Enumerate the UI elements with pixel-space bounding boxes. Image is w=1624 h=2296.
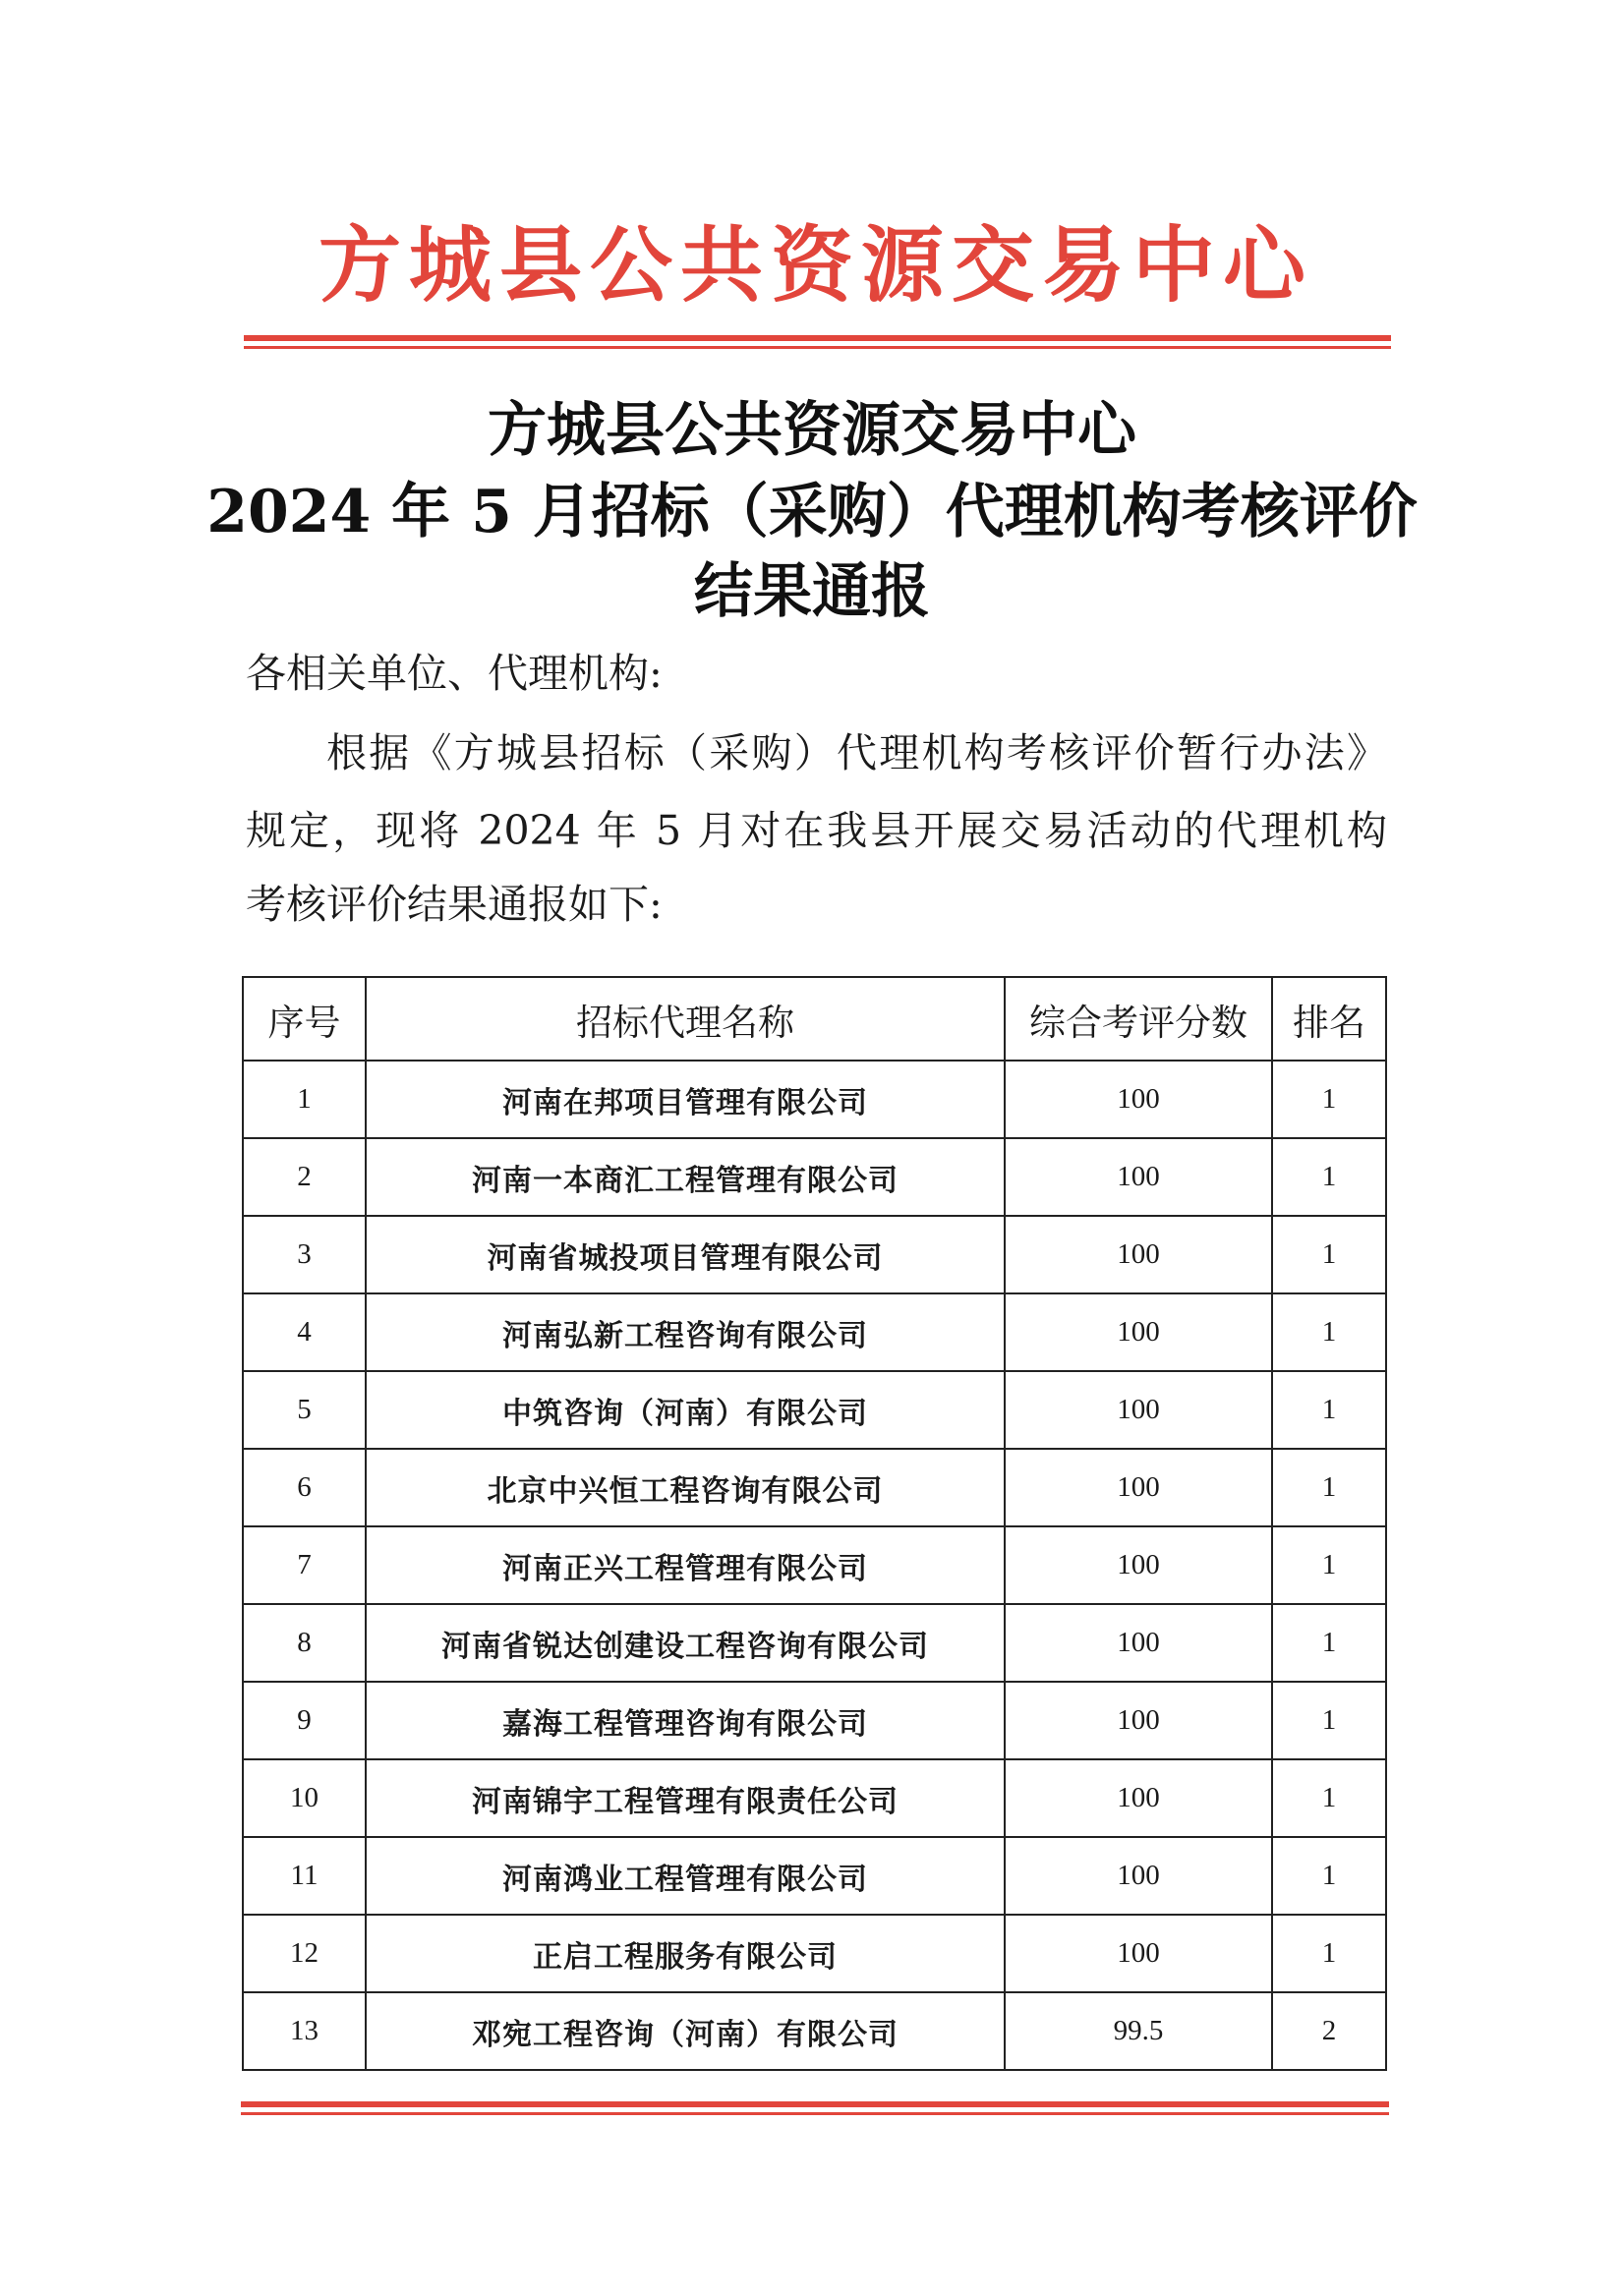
header-score: 综合考评分数 (1005, 977, 1272, 1061)
agency-name-cell: 邓宛工程咨询（河南）有限公司 (366, 1992, 1005, 2070)
rank-cell: 1 (1272, 1837, 1386, 1915)
body-line-3: 考核评价结果通报如下: (246, 881, 663, 928)
table-row (243, 1138, 1386, 1216)
score-table-header (243, 977, 1386, 1061)
agency-name-cell: 河南正兴工程管理有限公司 (366, 1526, 1005, 1604)
row-number-cell: 2 (243, 1138, 366, 1216)
row-number-cell: 4 (243, 1293, 366, 1371)
agency-name-cell: 中筑咨询（河南）有限公司 (366, 1371, 1005, 1449)
row-number-cell: 5 (243, 1371, 366, 1449)
letterhead-rule-thick (244, 335, 1391, 341)
table-header-row (243, 977, 1386, 1061)
document-title-line-3: 结果通报 (694, 557, 930, 626)
row-number-cell: 9 (243, 1682, 366, 1759)
body-line-1: 根据《方城县招标（采购）代理机构考核评价暂行办法》 (326, 729, 1387, 776)
table-row (243, 1759, 1386, 1837)
table-row (243, 1915, 1386, 1992)
salutation: 各相关单位、代理机构: (246, 650, 663, 697)
score-cell: 100 (1005, 1682, 1272, 1759)
score-cell: 100 (1005, 1604, 1272, 1682)
row-number-cell: 8 (243, 1604, 366, 1682)
table-row (243, 1604, 1386, 1682)
agency-name-cell: 北京中兴恒工程咨询有限公司 (366, 1449, 1005, 1526)
table-row (243, 1061, 1386, 1138)
rank-cell: 1 (1272, 1759, 1386, 1837)
table-row (243, 1293, 1386, 1371)
document-title-line-2: 2024 年 5 月招标（采购）代理机构考核评价 (206, 478, 1418, 546)
document-title-line-1: 方城县公共资源交易中心 (488, 396, 1136, 465)
score-table (242, 976, 1387, 2071)
letterhead-rule-thin (244, 346, 1391, 349)
score-cell: 100 (1005, 1293, 1272, 1371)
score-cell: 100 (1005, 1138, 1272, 1216)
row-number-cell: 6 (243, 1449, 366, 1526)
agency-name-cell: 河南省锐达创建设工程咨询有限公司 (366, 1604, 1005, 1682)
body-line-2: 规定，现将 2024 年 5 月对在我县开展交易活动的代理机构 (246, 807, 1387, 854)
row-number-cell: 3 (243, 1216, 366, 1293)
table-row (243, 1682, 1386, 1759)
header-rank: 排名 (1272, 977, 1386, 1061)
rank-cell: 1 (1272, 1371, 1386, 1449)
rank-cell: 1 (1272, 1449, 1386, 1526)
row-number-cell: 12 (243, 1915, 366, 1992)
rank-cell: 1 (1272, 1915, 1386, 1992)
rank-cell: 1 (1272, 1216, 1386, 1293)
agency-name-cell: 河南弘新工程咨询有限公司 (366, 1293, 1005, 1371)
rank-cell: 1 (1272, 1526, 1386, 1604)
table-row (243, 1526, 1386, 1604)
header-agency-name: 招标代理名称 (366, 977, 1005, 1061)
table-row (243, 1449, 1386, 1526)
row-number-cell: 13 (243, 1992, 366, 2070)
row-number-cell: 7 (243, 1526, 366, 1604)
header-number: 序号 (243, 977, 366, 1061)
agency-name-cell: 河南一本商汇工程管理有限公司 (366, 1138, 1005, 1216)
rank-cell: 1 (1272, 1061, 1386, 1138)
row-number-cell: 1 (243, 1061, 366, 1138)
footer-rule-thin (241, 2112, 1389, 2115)
table-row (243, 1371, 1386, 1449)
table-row (243, 1992, 1386, 2070)
rank-cell: 1 (1272, 1293, 1386, 1371)
letterhead-org-name: 方城县公共资源交易中心 (318, 216, 1313, 314)
table-row (243, 1837, 1386, 1915)
rank-cell: 2 (1272, 1992, 1386, 2070)
row-number-cell: 10 (243, 1759, 366, 1837)
agency-name-cell: 河南省城投项目管理有限公司 (366, 1216, 1005, 1293)
score-cell: 100 (1005, 1216, 1272, 1293)
rank-cell: 1 (1272, 1138, 1386, 1216)
score-cell: 100 (1005, 1449, 1272, 1526)
row-number-cell: 11 (243, 1837, 366, 1915)
score-cell: 100 (1005, 1915, 1272, 1992)
table-row (243, 1216, 1386, 1293)
score-table-body (243, 1061, 1386, 2070)
score-cell: 100 (1005, 1526, 1272, 1604)
agency-name-cell: 嘉海工程管理咨询有限公司 (366, 1682, 1005, 1759)
score-cell: 100 (1005, 1061, 1272, 1138)
agency-name-cell: 河南在邦项目管理有限公司 (366, 1061, 1005, 1138)
score-cell: 100 (1005, 1371, 1272, 1449)
rank-cell: 1 (1272, 1682, 1386, 1759)
agency-name-cell: 河南锦宇工程管理有限责任公司 (366, 1759, 1005, 1837)
footer-rule-thick (241, 2101, 1389, 2107)
score-cell: 100 (1005, 1759, 1272, 1837)
agency-name-cell: 河南鸿业工程管理有限公司 (366, 1837, 1005, 1915)
rank-cell: 1 (1272, 1604, 1386, 1682)
score-cell: 100 (1005, 1837, 1272, 1915)
score-cell: 99.5 (1005, 1992, 1272, 2070)
agency-name-cell: 正启工程服务有限公司 (366, 1915, 1005, 1992)
